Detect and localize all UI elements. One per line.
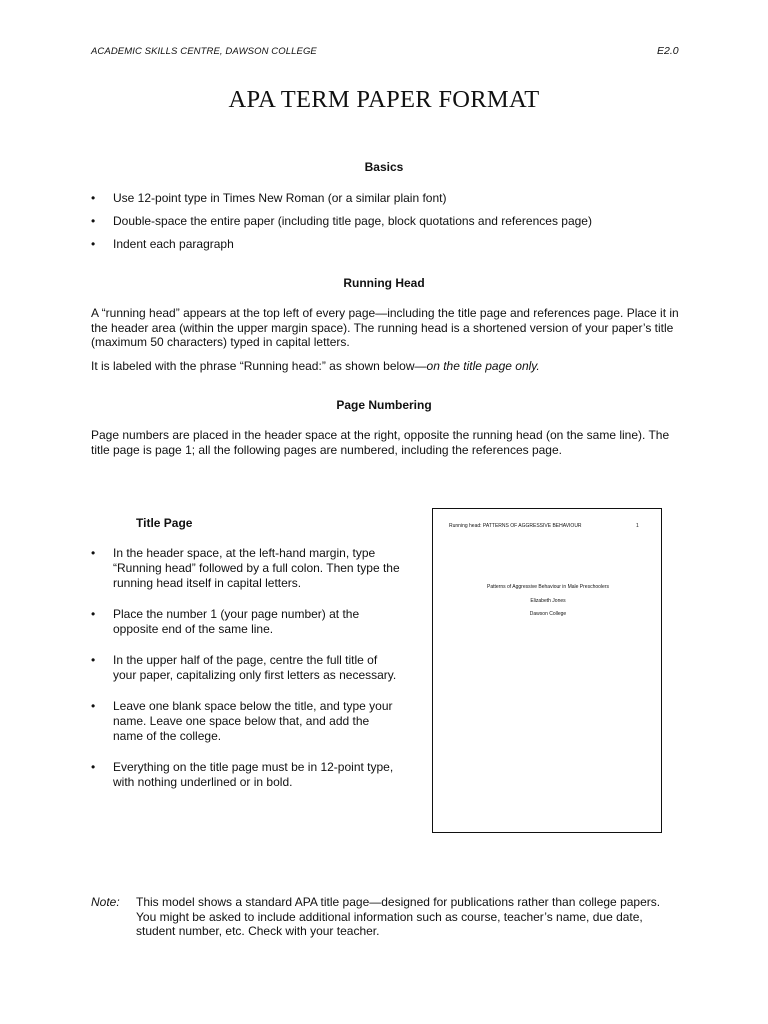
list-item: [91, 237, 691, 252]
list-item: [91, 191, 691, 206]
sample-title-page: [432, 508, 662, 833]
page-numbering-heading: Page Numbering: [336, 398, 432, 412]
bullet-icon: •: [91, 607, 96, 621]
list-item: [91, 653, 401, 683]
running-head-emphasis: on the title page only.: [426, 359, 540, 373]
note-text: This model shows a standard APA title page—designed for publications rather than college papers. You might be asked to include additional information such as course, teacher’s name, due date, student number, etc. Check with your teacher.: [136, 895, 661, 938]
title-page-item-text: In the header space, at the left-hand margin, type “Running head” followed by a full colon. Then type the running head itself in capital letters.: [113, 546, 400, 590]
title-page-item-text: Place the number 1 (your page number) at the opposite end of the same line.: [113, 607, 360, 636]
bullet-icon: •: [91, 653, 96, 667]
running-head-label-paragraph: [91, 359, 681, 374]
title-page-item-text: Everything on the title page must be in 12-point type, with nothing underlined or in bold.: [113, 760, 394, 789]
basics-item-text: Double-space the entire paper (including title page, block quotations and references page): [113, 214, 592, 228]
sample-author: Elizabeth Jones: [530, 598, 566, 604]
page-title: APA TERM PAPER FORMAT: [228, 86, 540, 113]
basics-item-text: Use 12-point type in Times New Roman (or a similar plain font): [113, 191, 447, 205]
note-label: Note:: [91, 895, 120, 909]
bullet-icon: •: [91, 214, 96, 228]
bullet-icon: •: [91, 546, 96, 560]
title-page-item-text: Leave one blank space below the title, and type your name. Leave one space below that, and add the name of the college.: [113, 699, 393, 743]
bullet-icon: •: [91, 237, 96, 251]
list-item: [91, 760, 401, 790]
sample-college: Dawson College: [529, 611, 567, 617]
sample-paper-title: Patterns of Aggressive Behaviour in Male Preschoolers: [486, 584, 609, 590]
sample-page-number: 1: [636, 523, 639, 529]
basics-list: [91, 191, 691, 252]
basics-heading: Basics: [364, 160, 404, 174]
bullet-icon: •: [91, 699, 96, 713]
document-header-institution: ACADEMIC SKILLS CENTRE, DAWSON COLLEGE: [91, 46, 317, 57]
page-numbering-paragraph: Page numbers are placed in the header space at the right, opposite the running head (on the same line). The title page is page 1; all the following pages are numbered, including the references page.: [91, 428, 670, 457]
document-code: E2.0: [657, 45, 679, 57]
running-head-label-text: It is labeled with the phrase “Running head:” as shown below—: [91, 359, 427, 373]
running-head-heading: Running Head: [343, 276, 425, 290]
list-item: [91, 607, 401, 637]
list-item: [91, 214, 691, 229]
bullet-icon: •: [91, 760, 96, 774]
title-page-heading: Title Page: [136, 516, 193, 530]
title-page-list: [91, 546, 401, 790]
bullet-icon: •: [91, 191, 96, 205]
list-item: [91, 546, 401, 591]
running-head-paragraph: A “running head” appears at the top left of every page—including the title page and references page. Place it in the header area (within the upper margin space). The running head is a shortened version of your paper’s title (maximum 50 characters) typed in capital letters.: [91, 306, 679, 349]
sample-running-head: Running head: PATTERNS OF AGGRESSIVE BEHAVIOUR: [449, 523, 582, 529]
list-item: [91, 699, 401, 744]
title-page-item-text: In the upper half of the page, centre the full title of your paper, capitalizing only first letters as necessary.: [113, 653, 397, 682]
basics-item-text: Indent each paragraph: [113, 237, 234, 251]
